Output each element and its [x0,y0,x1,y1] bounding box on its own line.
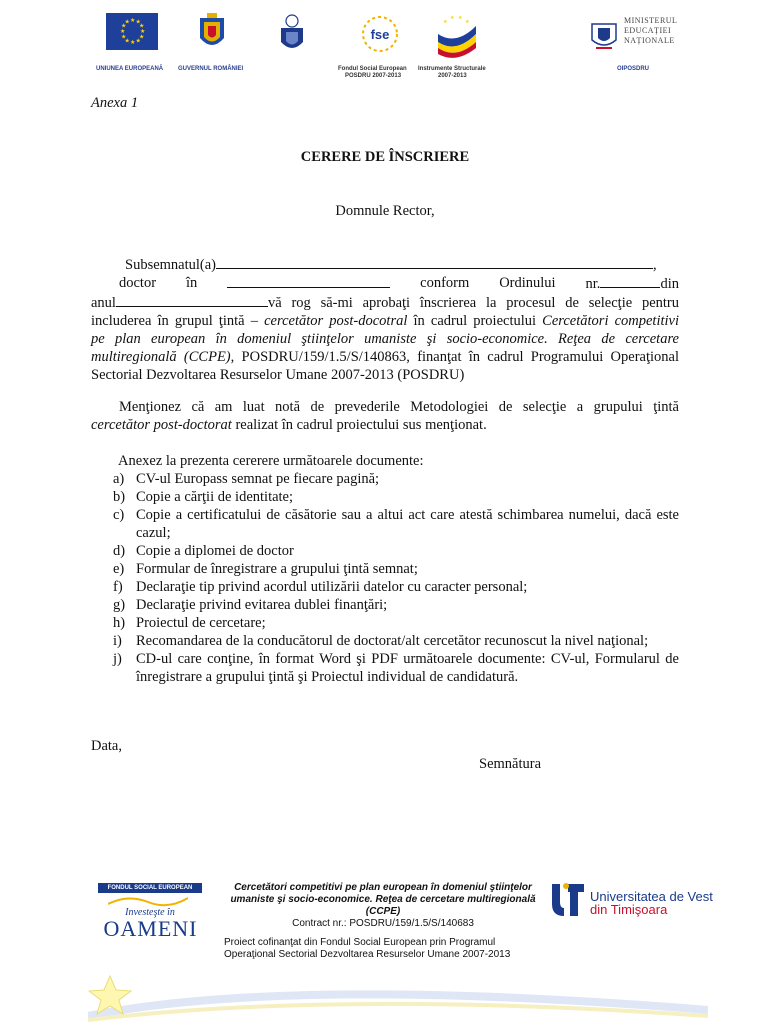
footer-star-swoosh [88,966,708,1024]
attachments-list [113,470,679,686]
project-intro: în cadrul proiectului [407,313,543,329]
salutation: Domnule Rector, [335,203,435,219]
eu-flag-logo [106,13,158,50]
ministry-name-line-1: MINISTERUL [624,16,678,25]
nr-label: nr. [585,276,601,292]
svg-text:★: ★ [140,28,146,35]
government-label: GUVERNUL ROMÂNIEI [178,66,244,72]
project-code-text: , POSDRU/159/1.5/S/140863, finanţat în cadrul Programului Operaţional [230,349,679,365]
list-item-marker: e) [113,561,125,577]
project-name-part-2: pe plan european în domeniul ştiinţelor umaniste şi socio-economice. Reţea de cercetare [91,331,679,347]
list-item [113,596,679,614]
ordinului-label: Ordinului [499,275,556,291]
list-item [113,506,679,542]
ministry-emblem-icon [588,14,620,54]
list-item-text: Proiectul de cercetare; [136,615,266,631]
order-number-field[interactable] [600,274,660,288]
svg-text:★: ★ [130,17,136,24]
is-label-1: Instrumente Structurale [418,66,486,72]
svg-text:★: ★ [121,22,127,30]
list-item-marker: b) [113,489,126,505]
svg-text:★: ★ [124,18,130,26]
conform-label: conform [420,275,470,291]
list-item-text: CD-ul care conţine, în format Word şi PDF următoarele documente: CV-ul, Formularul de înregistrare a grupului ţintă şi Proiectul individual de candidatură. [136,651,679,685]
list-item [113,488,679,506]
is-label-2: 2007-2013 [438,73,467,79]
project-title: Cercetători competitivi pe plan european în domeniul ştiinţelor umaniste şi socio-economice. Reţea de cercetare multiregională (CCPE) [230,882,536,917]
ministry-name-line-3: NAȚIONALE [624,36,675,45]
subsemnatul-label: Subsemnatul(a) [125,257,217,273]
svg-text:★: ★ [443,19,448,25]
list-item-marker: j) [113,651,122,667]
list-item-marker: g) [113,597,126,613]
mention-role: cercetător post-doctorat [91,417,232,433]
list-item [113,614,679,632]
project-name-part-3: multiregională (CCPE) [91,349,231,365]
list-item-marker: h) [113,615,126,631]
request-paragraph: Subsemnatul(a) , doctor în conform Ordinului nr. din anul vă rog să-mi aprobaţi înscrierea la procesul de selecţie pentru includerea în grupul ţintă – cercetător post-docotral în cadrul proiectului Cercetători competitivi pe plan european în domeniul ştiinţelor umaniste şi socio-economice. Reţea de cercetare multiregională (CCPE), POSDRU/159/1.5/S/140863, finanţat în cadrul Programului Operaţional Sectorial Dezvoltarea Resurselor Umane 2007-2013 (POSDRU) [91,257,679,383]
date-label: Data, [91,738,122,754]
list-item-text: Recomandarea de la conducătorul de doctorat/alt cercetător recunoscut la nivel naţional; [136,633,649,649]
ministry-name [624,16,677,46]
list-item-text: Copie a diplomei de doctor [136,543,294,559]
list-item-marker: i) [113,633,122,649]
list-item-text: Declaraţie privind evitarea dublei finanţări; [136,597,388,613]
attachments-intro: Anexez la prezenta cererere următoarele documente: [118,453,424,469]
fse-invest-text: Investeşte în [125,907,175,918]
list-item [113,578,679,596]
list-item-text: Formular de înregistrare a grupului ţintă semnat; [136,561,418,577]
eu-label: UNIUNEA EUROPEANĂ [96,66,164,72]
uvt-name-line-2: din Timişoara [590,902,668,917]
list-item [113,650,679,686]
list-item-marker: a) [113,471,125,487]
svg-text:★: ★ [124,37,130,45]
structural-instruments-logo [432,12,480,58]
din-label: din [660,276,679,292]
project-name-part-1: Cercetători competitivi [542,313,679,329]
mention-rest: realizat în cadrul proiectului sus menţionat. [231,417,487,433]
svg-text:★: ★ [120,28,126,35]
svg-text:★: ★ [135,37,141,45]
list-item-text: Declaraţie tip privind acordul utilizării datelor cu caracter personal; [136,579,528,595]
postdoc-role: cercetător post-docotral [264,313,408,329]
fse-logo-text: fse [370,27,390,42]
fse-label-2: POSDRU 2007-2013 [345,73,402,79]
program-text: Sectorial Dezvoltarea Resurselor Umane 2007-2013 (POSDRU) [91,367,465,383]
list-item-text: Copie a certificatului de căsătorie sau a altui act care atestă schimbarea numelui, dacă este cazul; [136,507,679,541]
fse-oameni-text: OAMENI [103,916,198,941]
list-item [113,542,679,560]
ministry-name-line-2: EDUCAȚIEI [624,26,672,35]
svg-text:★: ★ [121,33,127,41]
year-field[interactable] [116,293,268,307]
uvt-name [590,890,713,916]
svg-text:★: ★ [135,18,141,26]
anul-label: anul [91,295,116,311]
fse-footer-logo [94,880,207,942]
list-item-marker: d) [113,543,126,559]
svg-text:★: ★ [139,22,145,30]
government-crest-icon [196,12,228,54]
signature-label: Semnătura [479,756,542,772]
page-title: CERERE DE ÎNSCRIERE [300,149,470,165]
fse-label-1: Fondul Social European [338,66,407,72]
list-item-marker: c) [113,507,125,523]
svg-text:★: ★ [458,15,463,21]
list-item [113,632,679,650]
list-item [113,560,679,578]
svg-text:★: ★ [139,33,145,41]
target-group-text: includerea în grupul ţintă – [91,313,265,329]
uvt-logo-icon [548,880,588,920]
svg-text:★: ★ [450,15,455,21]
annex-label: Anexa 1 [91,95,139,111]
list-item-text: Copie a cărţii de identitate; [136,489,294,505]
fse-wave-icon [108,894,188,908]
list-item-text: CV-ul Europass semnat pe fiecare pagină; [136,471,380,487]
contract-number: Contract nr.: POSDRU/159/1.5/S/140683 [292,918,474,929]
mention-paragraph [91,398,679,434]
svg-text:★: ★ [130,39,136,46]
oiposdru-label: OIPOSDRU [617,66,650,72]
doctor-label: doctor [119,275,157,291]
in-label: în [185,275,198,291]
uvt-name-line-1: Universitatea de Vest [590,889,713,904]
eu-stars-icon [106,13,158,50]
mention-line-1: Menţionez că am luat notă de prevederile Metodologiei de selecţie a grupului ţintă [119,399,679,415]
ministry-crest-icon [275,12,309,54]
request-text: vă rog să-mi aprobaţi înscrierea la procesul de selecţie pentru [267,295,679,311]
domain-field[interactable] [227,274,390,288]
list-item [113,470,679,488]
list-item-marker: f) [113,579,123,595]
fse-logo [360,14,400,54]
name-field[interactable] [216,255,653,269]
fse-banner: FONDUL SOCIAL EUROPEAN [98,883,202,893]
svg-text:★: ★ [465,19,470,25]
cofinanced-note: Proiect cofinanţat din Fondul Social European prin Programul Operaţional Sectorial Dezvoltarea Resurselor Umane 2007-2013 [224,937,511,960]
